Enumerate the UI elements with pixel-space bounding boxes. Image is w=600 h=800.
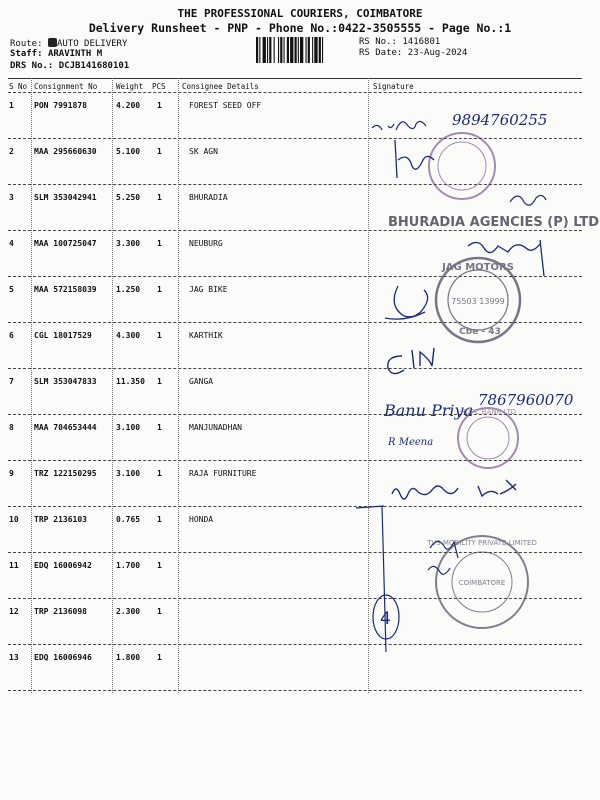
staff-line <box>10 49 102 59</box>
row-sno: 6 <box>9 331 14 340</box>
stamp-tvs-city: COIMBATORE <box>458 579 506 587</box>
table-row <box>8 231 582 277</box>
row-consignee: NEUBURG <box>189 239 223 248</box>
col-header-consignment: Consignment No <box>34 82 98 91</box>
table-row <box>8 507 582 553</box>
row-weight: 4.200 <box>116 101 141 110</box>
barcode-bar <box>300 37 303 63</box>
row-consignment-no: TRZ 122150295 <box>34 469 97 478</box>
table-row <box>8 369 582 415</box>
barcode-bar <box>308 37 310 63</box>
row-sno: 13 <box>9 653 19 662</box>
barcode-bar <box>295 37 297 63</box>
col-header-signature: Signature <box>373 82 414 91</box>
row-weight: 1.700 <box>116 561 141 570</box>
barcode-bar <box>290 37 293 63</box>
staff-label: Staff: <box>10 49 43 59</box>
row-consignee: BHURADIA <box>189 193 228 202</box>
rs-no-label: RS No.: <box>359 37 397 47</box>
row-sno: 12 <box>9 607 19 616</box>
table-row <box>8 415 582 461</box>
row-divider <box>8 690 582 691</box>
stamp-tvs-name: TVS MOBILITY PRIVATE LIMITED <box>427 539 537 547</box>
row-consignee: SK AGN <box>189 147 218 156</box>
stamp-jag-phone: 75503 13999 <box>451 297 505 306</box>
row-sno: 8 <box>9 423 14 432</box>
name-handwritten-row-8: Banu Priya <box>384 401 474 420</box>
barcode-bar <box>267 37 268 63</box>
barcode-bar <box>284 37 285 63</box>
row-consignment-no: MAA 295660630 <box>34 147 97 156</box>
rs-no-value: 1416801 <box>402 37 441 47</box>
stamp-jag-city: Cbe - 43 <box>459 327 501 337</box>
row-pcs: 1 <box>157 101 162 110</box>
row-consignment-no: SLM 353047833 <box>34 377 97 386</box>
row-consignment-no: MAA 704653444 <box>34 423 97 432</box>
row-pcs: 1 <box>157 147 162 156</box>
row-weight: 5.100 <box>116 147 141 156</box>
table-row <box>8 645 582 691</box>
table-row <box>8 599 582 645</box>
table-row <box>8 277 582 323</box>
stamp-jag-name: JAG MOTORS <box>442 262 514 273</box>
signature-handwritten-row-8: R Meena <box>388 437 434 448</box>
row-weight: 3.100 <box>116 423 141 432</box>
row-sno: 10 <box>9 515 19 524</box>
stamp-bhuradia: BHURADIA AGENCIES (P) LTD <box>388 215 599 230</box>
row-pcs: 1 <box>157 377 162 386</box>
row-consignment-no: TRP 2136098 <box>34 607 87 616</box>
rs-date-line <box>359 48 467 58</box>
row-weight: 5.250 <box>116 193 141 202</box>
runsheet-table <box>8 78 588 698</box>
route-value: AUTO DELIVERY <box>56 39 128 49</box>
row-consignment-no: EDQ 16006946 <box>34 653 92 662</box>
barcode-bar <box>298 37 299 63</box>
row-sno: 5 <box>9 285 14 294</box>
table-row <box>8 461 582 507</box>
row-consignment-no: MAA 100725047 <box>34 239 97 248</box>
table-row <box>8 93 582 139</box>
barcode-bar <box>280 37 282 63</box>
phone-handwritten-row-1: 9894760255 <box>452 111 548 129</box>
table-row <box>8 185 582 231</box>
rs-no-line <box>359 37 440 47</box>
barcode-bar <box>256 37 258 63</box>
table-top-border <box>8 78 582 79</box>
row-consignment-no: MAA 572158039 <box>34 285 97 294</box>
barcode-bar <box>278 37 279 63</box>
row-sno: 1 <box>9 101 14 110</box>
table-row <box>8 323 582 369</box>
row-pcs: 1 <box>157 653 162 662</box>
row-consignee: RAJA FURNITURE <box>189 469 257 478</box>
row-consignee: KARTHIK <box>189 331 223 340</box>
stamp-hdfc-name: HDFC BANK LTD <box>459 408 517 416</box>
row-sno: 11 <box>9 561 19 570</box>
row-pcs: 1 <box>157 193 162 202</box>
row-pcs: 1 <box>157 515 162 524</box>
row-pcs: 1 <box>157 285 162 294</box>
col-header-consignee: Consignee Details <box>182 82 259 91</box>
table-row <box>8 139 582 185</box>
row-consignee: FOREST SEED OFF <box>189 101 262 110</box>
staff-value: ARAVINTH M <box>47 49 103 59</box>
row-weight: 11.350 <box>116 377 145 386</box>
row-weight: 3.100 <box>116 469 141 478</box>
rs-date-label: RS Date: <box>359 48 403 58</box>
route-line <box>10 38 127 49</box>
drs-label: DRS No.: <box>10 61 54 71</box>
barcode-bar <box>287 37 289 63</box>
row-sno: 4 <box>9 239 14 248</box>
route-label: Route: <box>10 39 43 49</box>
row-pcs: 1 <box>157 423 162 432</box>
row-sno: 3 <box>9 193 14 202</box>
runsheet-title: Delivery Runsheet - PNP - Phone No.:0422-3505555 - Page No.:1 <box>88 21 512 35</box>
row-weight: 2.300 <box>116 607 141 616</box>
row-pcs: 1 <box>157 561 162 570</box>
row-pcs: 1 <box>157 239 162 248</box>
barcode-bar <box>269 37 271 63</box>
row-weight: 1.250 <box>116 285 141 294</box>
drs-line <box>10 61 129 71</box>
row-sno: 2 <box>9 147 14 156</box>
row-sno: 9 <box>9 469 14 478</box>
row-consignee: MANJUNADHAN <box>189 423 242 432</box>
barcode-bar <box>322 37 323 63</box>
barcode-bar <box>314 37 317 63</box>
row-consignment-no: CGL 18017529 <box>34 331 92 340</box>
row-weight: 3.300 <box>116 239 141 248</box>
row-weight: 1.800 <box>116 653 141 662</box>
col-header-sno: S No <box>9 82 28 91</box>
row-consignment-no: PON 7991878 <box>34 101 87 110</box>
row-consignee: GANGA <box>189 377 214 386</box>
row-consignee: HONDA <box>189 515 214 524</box>
row-consignment-no: SLM 353042941 <box>34 193 97 202</box>
handwritten-number-row-12: 4 <box>380 609 391 629</box>
barcode-bar <box>319 37 321 63</box>
company-title: THE PROFESSIONAL COURIERS, COIMBATORE <box>177 7 423 20</box>
row-pcs: 1 <box>157 469 162 478</box>
col-header-pcs: PCS <box>152 82 166 91</box>
barcode-bar <box>312 37 313 63</box>
barcode <box>256 37 351 63</box>
row-consignment-no: EDQ 16006942 <box>34 561 92 570</box>
barcode-bar <box>259 37 260 63</box>
barcode-bar <box>306 37 307 63</box>
row-pcs: 1 <box>157 607 162 616</box>
barcode-bar <box>263 37 266 63</box>
barcode-bar <box>274 37 275 63</box>
drs-value: DCJB141680101 <box>58 61 130 71</box>
col-header-weight: Weight <box>116 82 144 91</box>
phone-handwritten-row-7: 7867960070 <box>478 391 574 409</box>
row-sno: 7 <box>9 377 14 386</box>
rs-date-value: 23-Aug-2024 <box>407 48 468 58</box>
row-weight: 0.765 <box>116 515 141 524</box>
route-redacted <box>48 38 57 47</box>
row-consignee: JAG BIKE <box>189 285 228 294</box>
row-consignment-no: TRP 2136103 <box>34 515 87 524</box>
row-weight: 4.300 <box>116 331 141 340</box>
table-row <box>8 553 582 599</box>
row-pcs: 1 <box>157 331 162 340</box>
